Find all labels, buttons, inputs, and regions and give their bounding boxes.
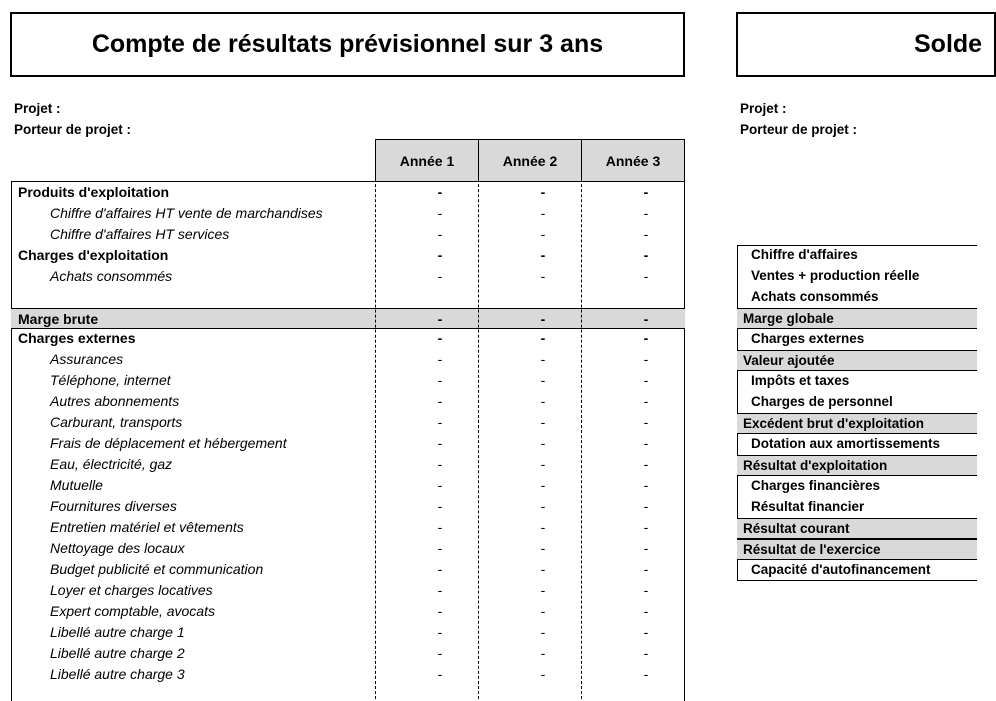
cell-value[interactable]: - — [643, 645, 649, 661]
right-projet-label: Projet : — [740, 101, 787, 116]
cell-value[interactable]: - — [643, 372, 649, 388]
cell-value[interactable]: - — [437, 561, 443, 577]
cell-value[interactable]: - — [437, 205, 443, 221]
table-row — [11, 475, 685, 496]
left-title: Compte de résultats prévisionnel sur 3 ans — [91, 30, 604, 58]
table-row — [11, 287, 685, 310]
cell-value[interactable]: - — [437, 477, 443, 493]
row-label: Loyer et charges locatives — [50, 582, 213, 598]
solde-row: Charges de personnel — [751, 394, 893, 409]
cell-value[interactable]: - — [540, 351, 546, 367]
cell-value[interactable] — [430, 287, 450, 308]
cell-value[interactable]: - — [437, 226, 443, 242]
row-label: Achats consommés — [50, 268, 173, 284]
cell-value[interactable]: - — [643, 351, 649, 367]
cell-value[interactable]: - — [437, 184, 443, 200]
solde-row: Résultat d'exploitation — [737, 455, 977, 476]
row-label: Produits d'exploitation — [18, 184, 170, 200]
left-projet-label: Projet : — [14, 101, 61, 116]
cell-value[interactable]: - — [643, 393, 649, 409]
column-header-annee-1: Année 1 — [375, 139, 479, 182]
cell-value[interactable]: - — [643, 477, 649, 493]
row-label: Libellé autre charge 2 — [50, 645, 185, 661]
table-row — [11, 391, 685, 412]
table-row — [11, 308, 685, 329]
cell-value[interactable]: - — [437, 435, 443, 451]
cell-value[interactable] — [533, 287, 553, 308]
cell-value[interactable]: - — [643, 666, 649, 682]
cell-value[interactable]: - — [437, 624, 443, 640]
solde-row: Chiffre d'affaires — [751, 247, 858, 262]
cell-value[interactable]: - — [540, 519, 546, 535]
table-row — [11, 245, 685, 266]
table-row — [11, 182, 685, 203]
cell-value[interactable] — [636, 287, 656, 308]
right-title-box — [736, 12, 996, 77]
solde-row: Ventes + production réelle — [751, 268, 920, 283]
cell-value[interactable]: - — [437, 268, 443, 284]
left-title-box — [10, 12, 685, 77]
row-label: Entretien matériel et vêtements — [50, 519, 244, 535]
column-header-annee-2: Année 2 — [478, 139, 582, 182]
cell-value[interactable]: - — [643, 624, 649, 640]
solde-row: Valeur ajoutée — [737, 350, 977, 371]
solde-row: Dotation aux amortissements — [751, 436, 941, 451]
cell-value[interactable]: - — [540, 184, 546, 200]
row-label: Expert comptable, avocats — [50, 603, 215, 619]
row-label: Chiffre d'affaires HT vente de marchandises — [50, 205, 323, 221]
row-label: Fournitures diverses — [50, 498, 177, 514]
solde-row: Charges externes — [751, 331, 865, 346]
row-label: Téléphone, internet — [50, 372, 171, 388]
row-label: Autres abonnements — [50, 393, 180, 409]
table-row — [11, 266, 685, 287]
cell-value[interactable]: - — [643, 311, 649, 327]
solde-row: Charges financières — [751, 478, 881, 493]
row-label: Nettoyage des locaux — [50, 540, 185, 556]
cell-value[interactable]: - — [643, 268, 649, 284]
cell-value[interactable]: - — [540, 372, 546, 388]
solde-row: Résultat de l'exercice — [737, 539, 977, 560]
cell-value[interactable]: - — [437, 372, 443, 388]
cell-value[interactable]: - — [540, 247, 546, 263]
cell-value[interactable]: - — [643, 603, 649, 619]
row-label: Mutuelle — [50, 477, 103, 493]
cell-value[interactable]: - — [540, 330, 546, 346]
cell-value[interactable]: - — [540, 414, 546, 430]
cell-value[interactable]: - — [540, 603, 546, 619]
table-row — [11, 580, 685, 601]
cell-value[interactable]: - — [437, 393, 443, 409]
cell-value[interactable]: - — [437, 351, 443, 367]
cell-value[interactable]: - — [437, 456, 443, 472]
solde-row: Impôts et taxes — [751, 373, 850, 388]
cell-value[interactable]: - — [643, 498, 649, 514]
table-row — [11, 224, 685, 245]
cell-value[interactable]: - — [540, 456, 546, 472]
table-row — [11, 454, 685, 475]
cell-value[interactable]: - — [437, 645, 443, 661]
table-row — [11, 622, 685, 643]
row-label: Charges externes — [18, 330, 136, 346]
cell-value[interactable]: - — [437, 603, 443, 619]
cell-value[interactable]: - — [643, 435, 649, 451]
row-label: Chiffre d'affaires HT services — [50, 226, 230, 242]
cell-value[interactable]: - — [437, 519, 443, 535]
table-row — [11, 538, 685, 559]
left-porteur-label: Porteur de projet : — [14, 122, 132, 137]
cell-value[interactable]: - — [643, 184, 649, 200]
cell-value[interactable]: - — [540, 540, 546, 556]
table-row — [11, 496, 685, 517]
solde-row: Résultat courant — [737, 518, 977, 539]
column-header-annee-3: Année 3 — [581, 139, 685, 182]
table-row — [11, 433, 685, 454]
table-row — [11, 349, 685, 370]
row-label: Libellé autre charge 1 — [50, 624, 185, 640]
row-label: Assurances — [50, 351, 124, 367]
row-label: Budget publicité et communication — [50, 561, 264, 577]
cell-value[interactable]: - — [643, 561, 649, 577]
cell-value[interactable]: - — [540, 311, 546, 327]
cell-value[interactable]: - — [437, 330, 443, 346]
right-porteur-label: Porteur de projet : — [740, 122, 858, 137]
row-label: Libellé autre charge 3 — [50, 666, 185, 682]
row-label: Marge brute — [18, 311, 99, 327]
column-divider — [375, 139, 376, 699]
cell-value[interactable]: - — [540, 645, 546, 661]
cell-value[interactable]: - — [643, 540, 649, 556]
cell-value[interactable]: - — [437, 414, 443, 430]
row-label: Carburant, transports — [50, 414, 183, 430]
cell-value[interactable]: - — [437, 247, 443, 263]
table-row — [11, 370, 685, 391]
table-row — [11, 664, 685, 685]
cell-value[interactable]: - — [540, 561, 546, 577]
cell-value[interactable]: - — [540, 268, 546, 284]
table-row — [11, 328, 685, 349]
column-divider — [581, 139, 582, 699]
cell-value[interactable]: - — [540, 393, 546, 409]
solde-row: Résultat financier — [751, 499, 865, 514]
cell-value[interactable]: - — [540, 435, 546, 451]
cell-value[interactable]: - — [437, 498, 443, 514]
cell-value[interactable]: - — [643, 582, 649, 598]
cell-value[interactable]: - — [540, 205, 546, 221]
cell-value[interactable]: - — [540, 582, 546, 598]
cell-value[interactable]: - — [437, 666, 443, 682]
cell-value[interactable]: - — [540, 666, 546, 682]
row-label: Eau, électricité, gaz — [50, 456, 173, 472]
cell-value[interactable]: - — [540, 226, 546, 242]
cell-value[interactable]: - — [540, 498, 546, 514]
cell-value[interactable]: - — [437, 311, 443, 327]
row-label: Charges d'exploitation — [18, 247, 169, 263]
cell-value[interactable]: - — [540, 477, 546, 493]
cell-value[interactable]: - — [643, 414, 649, 430]
cell-value[interactable]: - — [643, 330, 649, 346]
table-row — [11, 203, 685, 224]
row-label: Frais de déplacement et hébergement — [50, 435, 287, 451]
cell-value[interactable]: - — [643, 456, 649, 472]
table-row — [11, 517, 685, 538]
solde-row: Achats consommés — [751, 289, 879, 304]
column-divider — [478, 139, 479, 699]
table-row — [11, 643, 685, 664]
solde-row: Excédent brut d'exploitation — [737, 413, 977, 434]
cell-value[interactable]: - — [437, 582, 443, 598]
table-row — [11, 601, 685, 622]
cell-value[interactable]: - — [437, 540, 443, 556]
solde-row: Capacité d'autofinancement — [751, 562, 931, 577]
cell-value[interactable]: - — [540, 624, 546, 640]
table-row — [11, 559, 685, 580]
cell-value[interactable]: - — [643, 226, 649, 242]
table-row — [11, 412, 685, 433]
cell-value[interactable]: - — [643, 519, 649, 535]
right-title: Solde — [914, 30, 983, 58]
cell-value[interactable]: - — [643, 247, 649, 263]
cell-value[interactable]: - — [643, 205, 649, 221]
solde-row: Marge globale — [737, 308, 977, 329]
